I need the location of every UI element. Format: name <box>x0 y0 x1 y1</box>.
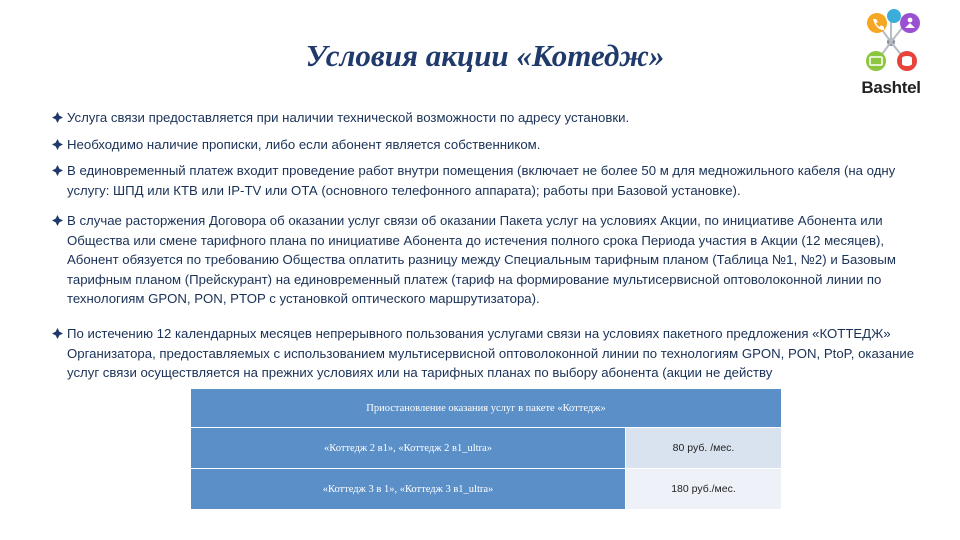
list-item <box>52 161 932 200</box>
tariff-name-cell: «Коттедж 3 в 1», «Коттедж 3 в1_ultra» <box>191 469 626 510</box>
tariff-name-cell: «Коттедж 2 в1», «Коттедж 2 в1_ultra» <box>191 428 626 469</box>
table-row <box>191 469 782 510</box>
tariff-price-cell: 80 руб. /мес. <box>626 428 782 469</box>
list-item <box>52 108 629 128</box>
list-item-text: Необходимо наличие прописки, либо если абонент является собственником. <box>67 137 541 152</box>
diamond-bullet-icon <box>52 215 63 226</box>
list-item <box>52 211 932 309</box>
list-item <box>52 324 932 383</box>
page-title: Условия акции «Котедж» <box>305 38 665 73</box>
table-row <box>191 428 782 469</box>
list-item-text: В единовременный платеж входит проведение работ внутри помещения (включает не более 50 м для медножильного кабеля (на одну услугу: ШПД или КТВ или IP-TV или ОТА (основного телефонного аппарата); работы при Базовой установке). <box>67 163 896 198</box>
list-item <box>52 135 540 155</box>
diamond-bullet-icon <box>52 328 63 339</box>
list-item-text: По истечению 12 календарных месяцев непрерывного пользования услугами связи на условиях пакетного предложения «КОТТЕДЖ» Организатора, предоставляемых с использованием мультисервисной оптоволоконной линии по технологиям GPON, PON, PtoP, оказание услуг связи осуществляется на прежних условиях или на тарифных планах по выбору абонента (акции не действу <box>67 326 915 380</box>
bashtel-logo <box>850 8 932 98</box>
list-item-text: В случае расторжения Договора об оказании услуг связи об оказании Пакета услуг на условиях Акции, по инициативе Абонента или Общества или смене тарифного плана по инициативе Абонента до истечения полного срока Периода участия в Акции (12 месяцев), Абонент обязуется по требованию Общества оплатить разницу между Специальным тарифным планом (Таблица №1, №2) и Базовым тарифным планом (Прейскурант) на единовременный платеж (тариф на формирование мультисервисной оптоволоконной линии по технологиям GPON, PON, PTOP с установкой оптического маршрутизатора). <box>67 213 896 306</box>
bashtel-logo-icon <box>854 8 928 76</box>
table-header-row <box>191 389 782 428</box>
tariff-table <box>190 388 782 510</box>
tariff-price-cell: 180 руб./мес. <box>626 469 782 510</box>
list-item-text: Услуга связи предоставляется при наличии технической возможности по адресу установки. <box>67 110 630 125</box>
diamond-bullet-icon <box>52 139 63 150</box>
table-header: Приостановление оказания услуг в пакете «Коттедж» <box>191 389 782 428</box>
diamond-bullet-icon <box>52 165 63 176</box>
diamond-bullet-icon <box>52 112 63 123</box>
logo-text: Bashtel <box>861 78 921 97</box>
